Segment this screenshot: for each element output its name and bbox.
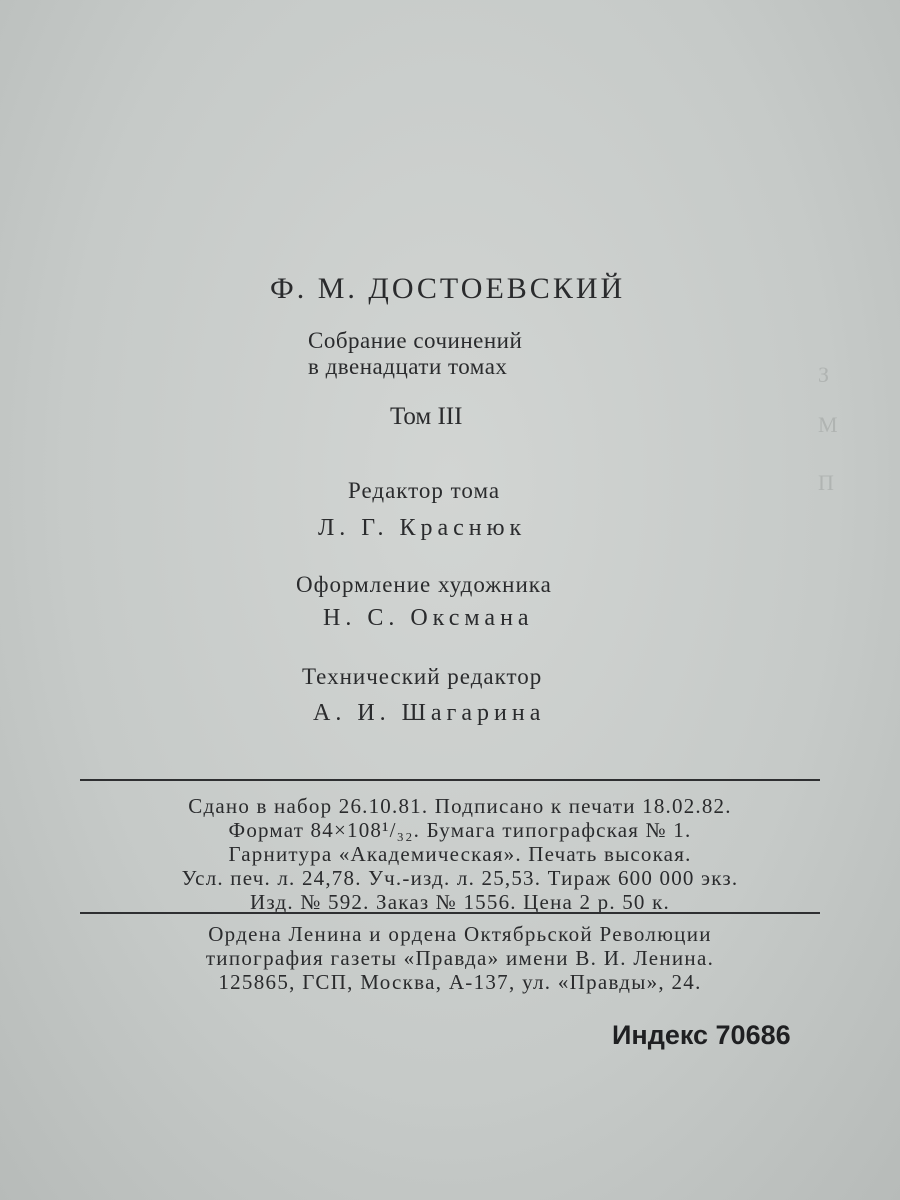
credit-person-technical-editor: А. И. Шагарина [313, 700, 546, 726]
collection-title-line1: Собрание сочинений [308, 328, 523, 353]
imprint-line: Усл. печ. л. 24,78. Уч.-изд. л. 25,53. Тираж 600 000 экз. [181, 866, 739, 890]
imprint-line: Сдано в набор 26.10.81. Подписано к печати 18.02.82. [188, 794, 732, 818]
collection-title-line2: в двенадцати томах [308, 354, 508, 379]
show-through-text: М [818, 412, 838, 437]
credit-role-technical-editor: Технический редактор [302, 664, 543, 689]
imprint-line: Изд. № 592. Заказ № 1556. Цена 2 р. 50 к. [250, 890, 670, 914]
printer-line: типография газеты «Правда» имени В. И. Ленина. [205, 946, 715, 970]
imprint-line: Гарнитура «Академическая». Печать высокая. [228, 842, 692, 866]
printer-line: Ордена Ленина и ордена Октябрьской Революции [208, 922, 712, 946]
show-through-text: З [818, 362, 830, 387]
divider-bottom [80, 912, 820, 914]
volume-number: Том III [390, 403, 463, 430]
index-number: Индекс 70686 [612, 1020, 791, 1050]
printer-line: 125865, ГСП, Москва, А-137, ул. «Правды», 24. [218, 970, 702, 994]
credit-role-volume-editor: Редактор тома [348, 478, 501, 503]
credit-person-volume-editor: Л. Г. Краснюк [318, 515, 527, 541]
show-through-text: П [818, 470, 834, 495]
imprint-line: Формат 84×108¹/₃₂. Бумага типографская № 1. [228, 818, 692, 842]
credit-person-designer: Н. С. Оксмана [323, 605, 534, 631]
credit-role-designer: Оформление художника [296, 572, 552, 597]
divider-top [80, 779, 820, 781]
author-name: Ф. М. ДОСТОЕВСКИЙ [270, 272, 626, 305]
